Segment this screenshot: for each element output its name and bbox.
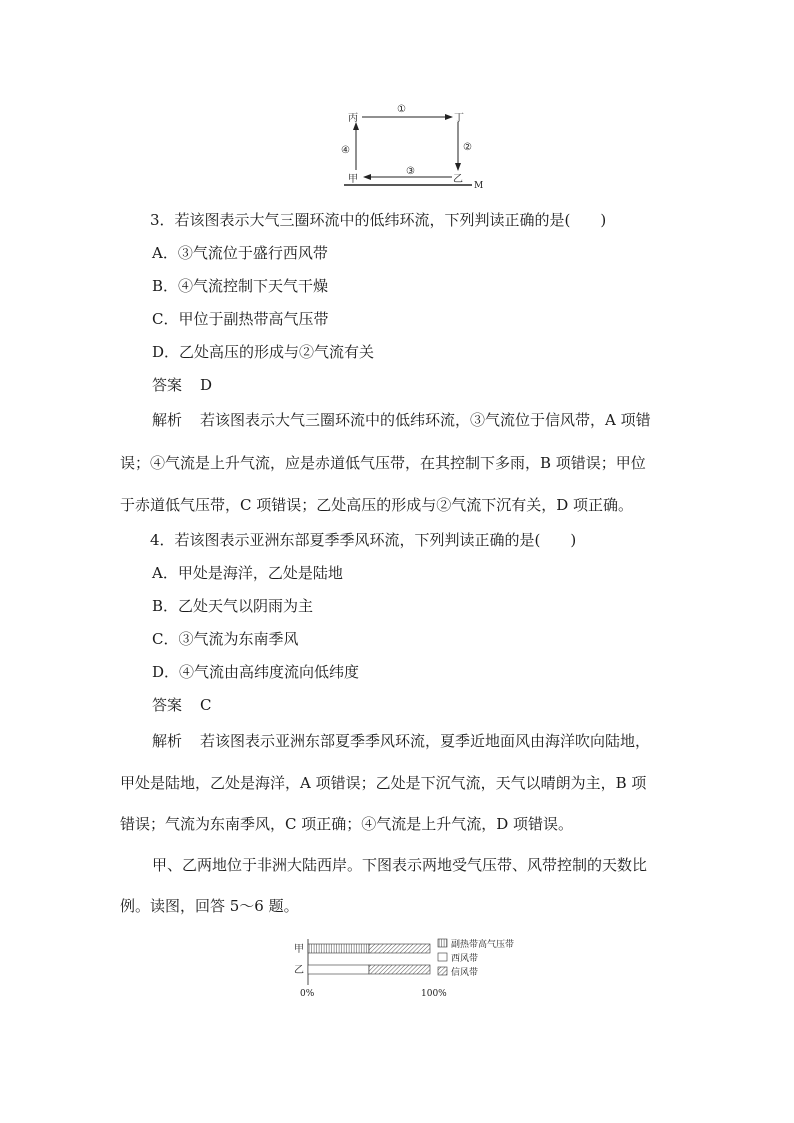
legend-label: 信风带 [451,968,479,978]
label-flow-4: ④ [341,145,350,156]
q3-option-c: C．甲位于副热带高气压带 [152,310,329,328]
q3-stem: 3．若该图表示大气三圈环流中的低纬环流，下列判读正确的是( ) [150,211,607,229]
answer-value: C [200,696,212,714]
circulation-diagram [340,98,490,192]
q4-option-b: B．乙处天气以阴雨为主 [152,597,314,615]
bar-segment [308,944,369,953]
x-tick-0: 0% [300,989,315,999]
intro-line-2: 例。读图，回答 5～6 题。 [120,897,299,915]
q4-option-a: A．甲处是海洋，乙处是陆地 [152,564,343,582]
bar-segment [369,965,430,974]
q3-analysis-line-2: 误；④气流是上升气流，应是赤道低气压带，在其控制下多雨，B 项错误；甲位 [120,454,646,472]
analysis-text: 若该图表示亚洲东部夏季季风环流，夏季近地面风由海洋吹向陆地， [200,732,651,750]
answer-label: 答案 [152,696,183,714]
label-ding: 丁 [454,113,464,124]
q3-option-a: A．③气流位于盛行西风带 [152,244,328,262]
answer-value: D [200,376,213,394]
bar-segment [308,965,369,974]
answer-label: 答案 [152,376,183,394]
legend-swatch [438,939,447,947]
legend-label: 副热带高气压带 [451,940,515,950]
q4-stem: 4．若该图表示亚洲东部夏季季风环流，下列判读正确的是( ) [150,531,577,549]
q3-analysis-line-3: 于赤道低气压带，C 项错误；乙处高压的形成与②气流下沉有关，D 项正确。 [120,496,634,514]
x-tick-100: 100% [421,989,447,999]
q4-option-d: D．④气流由高纬度流向低纬度 [152,663,360,681]
label-bing: 丙 [348,113,358,124]
q4-analysis-line-3: 错误；气流为东南季风，C 项正确；④气流是上升气流，D 项错误。 [120,815,574,833]
q3-answer [152,375,794,395]
label-yi: 乙 [453,174,463,185]
q3-option-b: B．④气流控制下天气干燥 [152,277,329,295]
q4-option-c: C．③气流为东南季风 [152,630,299,648]
category-label: 甲 [294,944,304,955]
q3-analysis-line-1 [152,410,794,430]
q3-option-d: D．乙处高压的形成与②气流有关 [152,343,375,361]
analysis-label: 解析 [152,411,183,429]
intro-line-1: 甲、乙两地位于非洲大陆西岸。下图表示两地受气压带、风带控制的天数比 [152,856,648,874]
label-flow-3: ③ [406,166,415,177]
pressure-belt-chart [286,935,546,999]
legend-label: 西风带 [451,954,479,964]
legend-swatch [438,967,447,975]
q4-answer [152,695,794,715]
legend-swatch [438,953,447,961]
label-m: M [474,181,484,191]
label-flow-1: ① [397,104,406,115]
bar-segment [369,944,430,953]
label-jia: 甲 [348,174,358,185]
label-flow-2: ② [463,142,472,153]
category-label: 乙 [294,965,304,976]
analysis-text: 若该图表示大气三圈环流中的低纬环流，③气流位于信风带，A 项错 [200,411,651,429]
q4-analysis-line-2: 甲处是陆地，乙处是海洋，A 项错误；乙处是下沉气流，天气以晴朗为主，B 项 [120,774,647,792]
q4-analysis-line-1 [152,731,794,751]
analysis-label: 解析 [152,732,183,750]
